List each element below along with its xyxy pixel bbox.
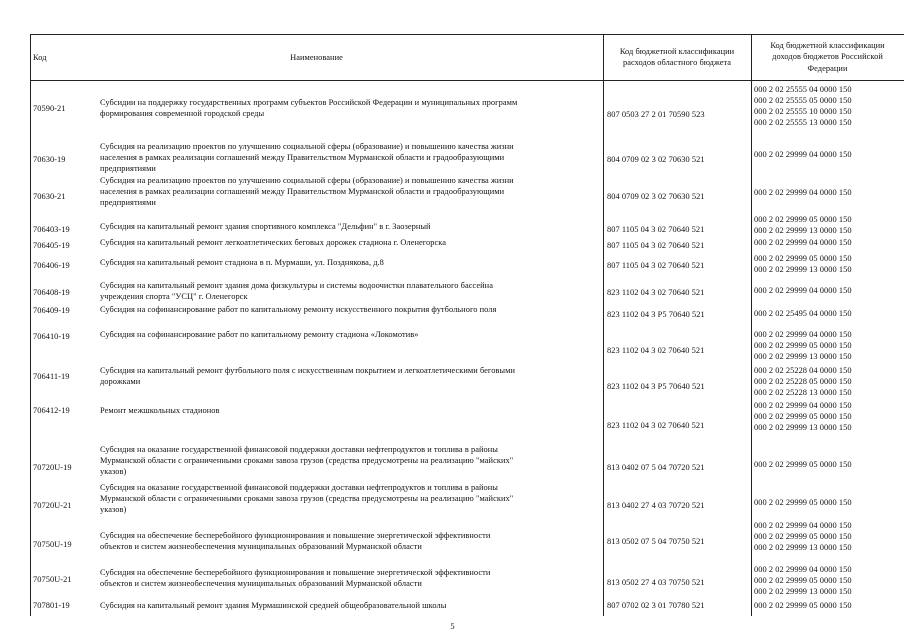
row-code: 70750U-19 [33,540,72,549]
row-income-code: 000 2 02 25228 13 0000 150 [754,388,852,397]
row-income-code: 000 2 02 29999 05 0000 150 [754,215,852,224]
row-income-code: 000 2 02 25555 10 0000 150 [754,107,852,116]
row-income-code: 000 2 02 29999 05 0000 150 [754,498,852,507]
row-expense-code: 813 0402 07 5 04 70720 521 [607,463,705,472]
row-expense-code: 807 0503 27 2 01 70590 523 [607,110,705,119]
row-code: 70630-19 [33,155,66,164]
row-code: 707801-19 [33,601,70,610]
row-income-code: 000 2 02 25495 04 0000 150 [754,309,852,318]
row-expense-code: 813 0502 27 4 03 70750 521 [607,578,705,587]
row-income-code: 000 2 02 25228 05 0000 150 [754,377,852,386]
row-income-code: 000 2 02 25555 05 0000 150 [754,96,852,105]
page-number: 5 [450,622,455,631]
row-income-code: 000 2 02 25228 04 0000 150 [754,366,852,375]
row-income-code: 000 2 02 29999 05 0000 150 [754,460,852,469]
col-divider-income [751,34,752,616]
row-code: 706403-19 [33,225,70,234]
row-code: 706406-19 [33,261,70,270]
row-income-code: 000 2 02 29999 05 0000 150 [754,341,852,350]
row-expense-code: 823 1102 04 3 02 70640 521 [607,288,705,297]
row-expense-code: 807 1105 04 3 02 70640 521 [607,225,705,234]
row-income-code: 000 2 02 29999 13 0000 150 [754,423,852,432]
row-name-line: Мурманской области с ограниченными сроками завоза грузов (средства предусмотрены на реализацию "майских" [100,494,514,503]
row-income-code: 000 2 02 29999 05 0000 150 [754,601,852,610]
row-name-line: Субсидия на реализацию проектов по улучшению социальной сферы (образование) и повышению качества жизни [100,142,514,151]
row-code: 706412-19 [33,406,70,415]
row-income-code: 000 2 02 29999 13 0000 150 [754,352,852,361]
row-name-line: предприятиями [100,198,156,207]
row-code: 706408-19 [33,288,70,297]
row-income-code: 000 2 02 29999 05 0000 150 [754,254,852,263]
header-name: Наименование [290,53,343,62]
row-income-code: 000 2 02 29999 04 0000 150 [754,150,852,159]
row-income-code: 000 2 02 29999 04 0000 150 [754,188,852,197]
row-name-line: населения в рамках реализации соглашений между Правительством Мурманской области и градообразующими [100,187,505,196]
row-name-line: формирования современной городской среды [100,109,265,118]
table-border-top [30,34,904,35]
row-income-code: 000 2 02 29999 05 0000 150 [754,576,852,585]
row-name-line: Субсидия на софинансирование работ по капитальному ремонту искусственного покрытия футбольного поля [100,305,497,314]
header-income-line2: доходов бюджетов Российской [772,52,883,61]
row-name-line: Субсидии на поддержку государственных программ субъектов Российской Федерации и муниципальных программ [100,98,518,107]
row-code: 70750U-21 [33,575,72,584]
header-expense-line2: расходов областного бюджета [622,58,732,67]
row-name-line: объектов и систем жизнеобеспечения муниципальных образований Мурманской области [100,542,422,551]
row-code: 706411-19 [33,372,70,381]
row-name-line: предприятиями [100,164,156,173]
row-name-line: Субсидия на обеспечение бесперебойного функционирования и повышение энергетической эффективности [100,568,491,577]
header-income-line3: Федерации [807,64,848,73]
row-code: 706410-19 [33,332,70,341]
row-income-code: 000 2 02 29999 04 0000 150 [754,521,852,530]
row-expense-code: 813 0502 07 5 04 70750 521 [607,537,705,546]
row-expense-code: 813 0402 27 4 03 70720 521 [607,501,705,510]
row-name-line: Субсидия на софинансирование работ по капитальному ремонту стадиона «Локомотив» [100,330,419,339]
row-code: 70720U-21 [33,501,72,510]
row-name-line: населения в рамках реализации соглашений между Правительством Мурманской области и градообразующими [100,153,505,162]
row-income-code: 000 2 02 25555 13 0000 150 [754,118,852,127]
row-income-code: 000 2 02 29999 04 0000 150 [754,401,852,410]
row-name-line: Субсидия на оказание государственной финансовой поддержки доставки нефтепродуктов и топлива в районы [100,483,498,492]
row-name-line: Субсидия на капитальный ремонт стадиона в п. Мурмаши, ул. Позднякова, д.8 [100,258,384,267]
row-expense-code: 823 1102 04 3 02 70640 521 [607,346,705,355]
row-code: 70590-21 [33,104,66,113]
row-name-line: учреждения спорта "УСЦ" г. Оленегорск [100,292,248,301]
row-name-line: указов) [100,467,127,476]
row-expense-code: 823 1102 04 3 P5 70640 521 [607,382,705,391]
row-income-code: 000 2 02 29999 04 0000 150 [754,238,852,247]
row-expense-code: 823 1102 04 3 P5 70640 521 [607,310,705,319]
table-border-left [30,34,31,616]
row-income-code: 000 2 02 29999 13 0000 150 [754,226,852,235]
row-name-line: Субсидия на капитальный ремонт здания спортивного комплекса "Дельфин" в г. Заозерный [100,222,431,231]
row-income-code: 000 2 02 29999 13 0000 150 [754,587,852,596]
row-name-line: дорожками [100,377,141,386]
header-expense-line1: Код бюджетной классификации [619,47,735,56]
row-name-line: Ремонт межшкольных стадионов [100,406,220,415]
row-name-line: Субсидия на реализацию проектов по улучшению социальной сферы (образование) и повышению качества жизни [100,176,514,185]
row-name-line: Субсидия на оказание государственной финансовой поддержки доставки нефтепродуктов и топлива в районы [100,445,498,454]
header-divider [30,80,904,81]
row-expense-code: 807 1105 04 3 02 70640 521 [607,261,705,270]
row-income-code: 000 2 02 29999 13 0000 150 [754,265,852,274]
row-name-line: Субсидия на капитальный ремонт легкоатлетических беговых дорожек стадиона г. Оленегорска [100,238,447,247]
row-code: 706405-19 [33,241,70,250]
row-income-code: 000 2 02 29999 04 0000 150 [754,286,852,295]
row-name-line: Субсидия на капитальный ремонт футбольного поля с искусственным покрытием и легкоатлетическими беговыми [100,366,515,375]
row-income-code: 000 2 02 25555 04 0000 150 [754,85,852,94]
row-code: 70720U-19 [33,463,72,472]
row-income-code: 000 2 02 29999 05 0000 150 [754,532,852,541]
row-expense-code: 807 0702 02 3 01 70780 521 [607,601,705,610]
row-code: 70630-21 [33,192,66,201]
row-income-code: 000 2 02 29999 04 0000 150 [754,565,852,574]
row-expense-code: 804 0709 02 3 02 70630 521 [607,155,705,164]
row-income-code: 000 2 02 29999 13 0000 150 [754,543,852,552]
header-code: Код [33,53,47,62]
row-expense-code: 823 1102 04 3 02 70640 521 [607,421,705,430]
header-income-line1: Код бюджетной классификации [770,41,885,50]
row-name-line: Субсидия на капитальный ремонт здания Мурмашинской средней общеобразовательной школы [100,601,447,610]
row-name-line: Субсидия на обеспечение бесперебойного функционирования и повышение энергетической эффективности [100,531,491,540]
row-name-line: Мурманской области с ограниченными сроками завоза грузов (средства предусмотрены на реализацию "майских" [100,456,514,465]
row-income-code: 000 2 02 29999 05 0000 150 [754,412,852,421]
row-income-code: 000 2 02 29999 04 0000 150 [754,330,852,339]
row-name-line: Субсидия на капитальный ремонт здания дома физкультуры и системы водоочистки плавательного бассейна [100,281,493,290]
row-name-line: объектов и систем жизнеобеспечения муниципальных образований Мурманской области [100,579,422,588]
row-name-line: указов) [100,505,127,514]
row-expense-code: 804 0709 02 3 02 70630 521 [607,192,705,201]
col-divider-expense [603,34,604,616]
row-code: 706409-19 [33,306,70,315]
row-expense-code: 807 1105 04 3 02 70640 521 [607,241,705,250]
